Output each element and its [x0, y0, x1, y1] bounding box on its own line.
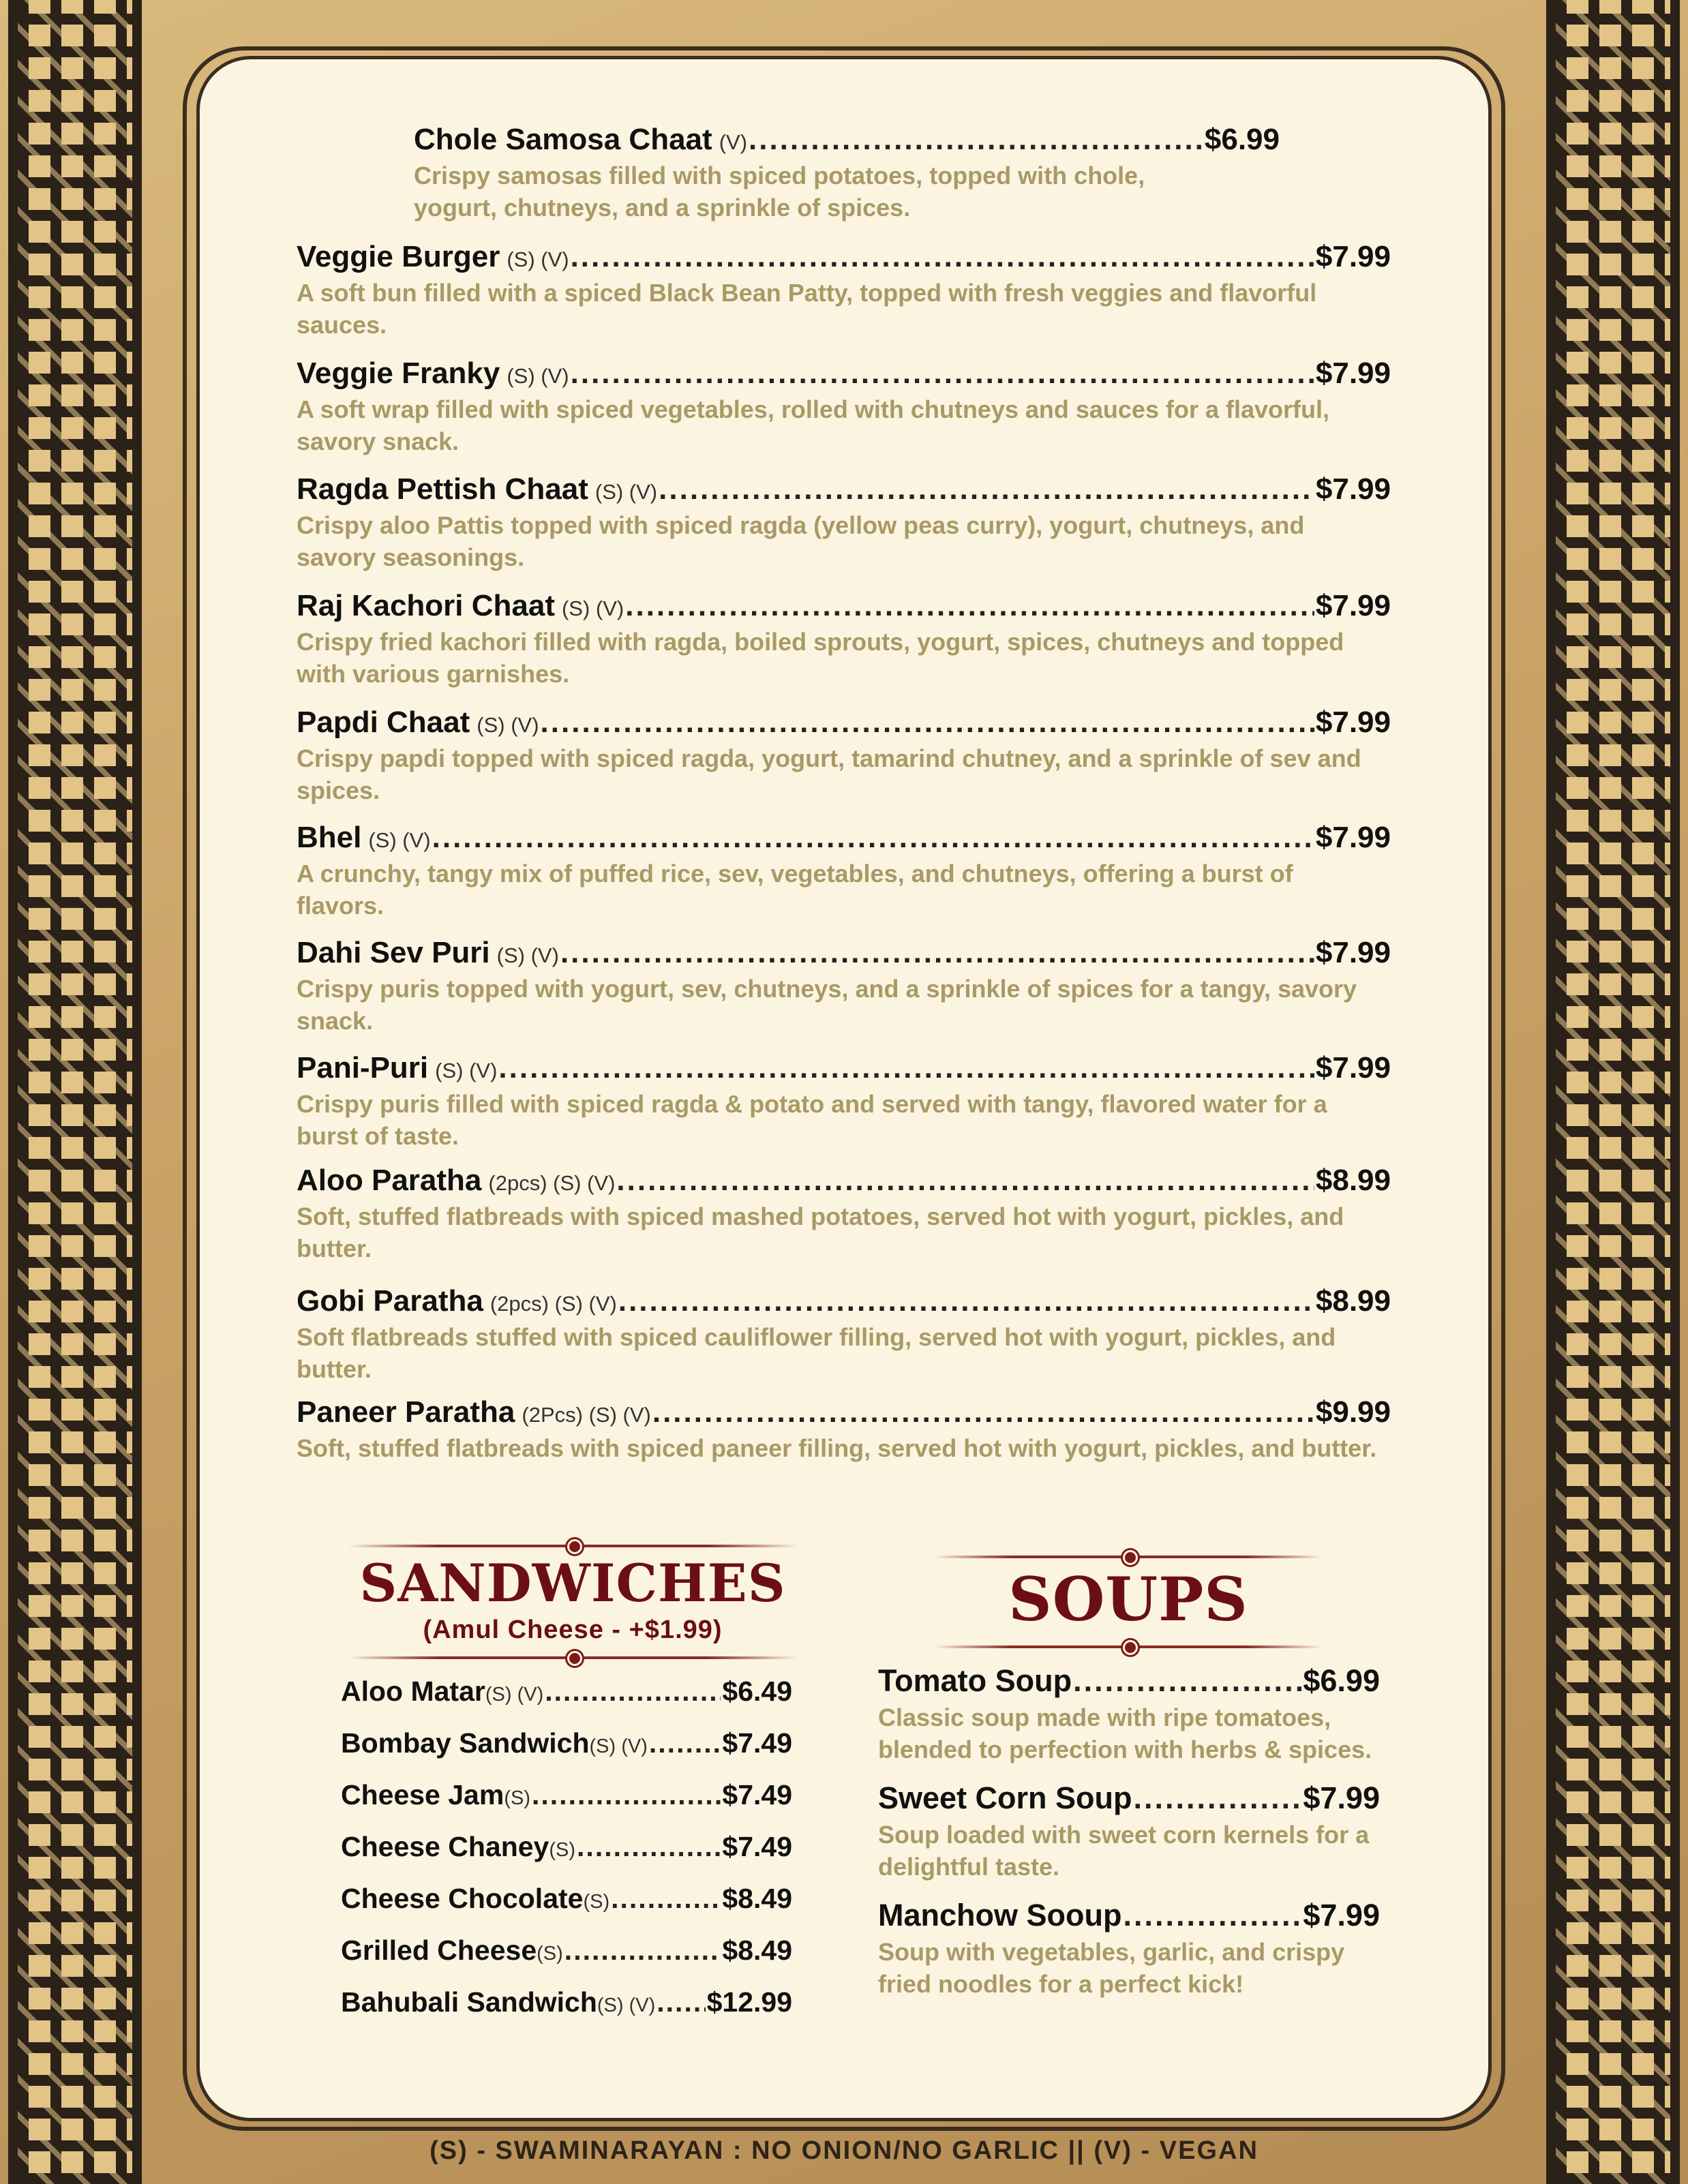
flourish-ornament — [1123, 1550, 1138, 1565]
item-name: Bhel — [297, 821, 362, 854]
dot-leader — [659, 472, 1314, 506]
item-tags: (S) (V) — [477, 713, 539, 737]
item-tags: (2pcs) (S) (V) — [488, 1171, 616, 1195]
menu-item — [297, 1395, 1391, 1464]
dot-leader — [1134, 1780, 1302, 1816]
item-tags: (S) (V) — [368, 828, 431, 852]
item-price: $7.49 — [722, 1831, 792, 1862]
dot-leader — [657, 1986, 705, 2018]
item-name: Papdi Chaat — [297, 706, 470, 739]
item-description: Crispy fried kachori filled with ragda, boiled sprouts, yogurt, spices, chutneys and topped with various garnishes. — [297, 628, 1344, 688]
item-description: Crispy papdi topped with spiced ragda, yogurt, tamarind chutney, and a sprinkle of sev and spices. — [297, 744, 1361, 804]
item-description: Soft flatbreads stuffed with spiced cauliflower filling, served hot with yogurt, pickles, and butter. — [297, 1323, 1336, 1383]
item-tags: (S) (V) — [485, 1684, 544, 1705]
dot-leader — [560, 936, 1314, 970]
item-description: Soup with vegetables, garlic, and crispy fried noodles for a perfect kick! — [878, 1938, 1345, 1998]
dot-leader — [532, 1779, 721, 1811]
dot-leader — [545, 1675, 721, 1708]
soup-item — [878, 1780, 1396, 1883]
item-name: Cheese Jam — [341, 1779, 504, 1810]
menu-item — [297, 1051, 1391, 1152]
item-description: Crispy puris filled with spiced ragda & potato and served with tangy, flavored water for a burst of taste. — [297, 1090, 1327, 1150]
legend-footer: (S) - SWAMINARAYAN : NO ONION/NO GARLIC || (V) - VEGAN — [429, 2136, 1259, 2165]
dot-leader — [652, 1395, 1314, 1429]
item-price: $6.99 — [1303, 1663, 1380, 1698]
menu-item — [297, 357, 1391, 457]
item-tags: (S) (V) — [597, 1995, 656, 2016]
sandwich-item — [341, 1727, 792, 1759]
soup-item — [878, 1898, 1396, 2000]
item-tags: (S) — [549, 1839, 576, 1861]
item-price: $8.99 — [1315, 1164, 1391, 1197]
menu-item — [297, 589, 1391, 690]
item-price: $7.49 — [722, 1727, 792, 1759]
sandwich-item — [341, 1883, 792, 1915]
item-name: Veggie Franky — [297, 357, 500, 390]
item-price: $7.99 — [1315, 472, 1391, 506]
item-name: Cheese Chocolate — [341, 1883, 584, 1914]
item-price: $7.99 — [1315, 589, 1391, 622]
item-name: Cheese Chaney — [341, 1831, 549, 1862]
menu-item — [297, 821, 1391, 922]
item-description: Crispy aloo Pattis topped with spiced ragda (yellow peas curry), yogurt, chutneys, and savory seasonings. — [297, 511, 1305, 571]
item-price: $6.99 — [1204, 123, 1280, 156]
flourish-ornament — [567, 1539, 582, 1554]
item-price: $7.99 — [1303, 1898, 1380, 1932]
dot-leader — [571, 357, 1314, 391]
sandwiches-heading: SANDWICHES — [359, 1553, 786, 1613]
item-name: Sweet Corn Soup — [878, 1780, 1132, 1815]
flourish-ornament — [567, 1651, 582, 1666]
dot-leader — [577, 1831, 721, 1863]
item-tags: (V) — [719, 130, 748, 154]
dot-leader — [1073, 1663, 1301, 1699]
item-description: Crispy samosas filled with spiced potatoes, topped with chole, yogurt, chutneys, and a sprinkle of spices. — [414, 162, 1145, 222]
item-tags: (2Pcs) (S) (V) — [522, 1403, 651, 1427]
sandwich-item — [341, 1675, 792, 1708]
item-description: Soup loaded with sweet corn kernels for a delightful taste. — [878, 1821, 1370, 1881]
item-description: A crunchy, tangy mix of puffed rice, sev, vegetables, and chutneys, offering a burst of flavors. — [297, 860, 1293, 920]
item-name: Bahubali Sandwich — [341, 1986, 597, 2018]
item-tags: (S) — [537, 1943, 563, 1965]
menu-item — [297, 240, 1391, 341]
sandwiches-subtitle: (Amul Cheese - +$1.99) — [423, 1616, 723, 1644]
item-price: $7.99 — [1315, 706, 1391, 739]
flourish-ornament — [1123, 1640, 1138, 1655]
item-name: Aloo Paratha — [297, 1164, 482, 1197]
item-price: $9.99 — [1315, 1395, 1391, 1429]
item-price: $7.99 — [1315, 357, 1391, 390]
item-description: A soft bun filled with a spiced Black Bean Patty, topped with fresh veggies and flavorful sauces. — [297, 279, 1317, 339]
dot-leader — [541, 706, 1314, 740]
item-description: Soft, stuffed flatbreads with spiced mashed potatoes, served hot with yogurt, pickles, and butter. — [297, 1202, 1344, 1262]
item-tags: (S) (V) — [507, 247, 569, 271]
greek-key-border-left — [8, 0, 142, 2184]
item-tags: (2pcs) (S) (V) — [489, 1292, 617, 1316]
menu-item — [297, 1164, 1391, 1264]
item-tags: (S) (V) — [496, 943, 559, 967]
item-name: Raj Kachori Chaat — [297, 589, 555, 622]
item-price: $7.99 — [1315, 1051, 1391, 1085]
item-price: $7.49 — [722, 1779, 792, 1810]
item-name: Dahi Sev Puri — [297, 936, 490, 969]
item-price: $12.99 — [706, 1986, 792, 2018]
item-price: $7.99 — [1315, 821, 1391, 854]
dot-leader — [611, 1883, 721, 1915]
soup-item — [878, 1663, 1396, 1765]
item-name: Paneer Paratha — [297, 1395, 515, 1429]
item-name: Grilled Cheese — [341, 1935, 537, 1966]
dot-leader — [564, 1935, 721, 1967]
item-name: Gobi Paratha — [297, 1284, 483, 1318]
item-description: Classic soup made with ripe tomatoes, blended to perfection with herbs & spices. — [878, 1703, 1372, 1763]
item-name: Chole Samosa Chaat — [414, 123, 712, 156]
item-name: Aloo Matar — [341, 1675, 485, 1707]
menu-item — [414, 123, 1280, 224]
sandwich-item — [341, 1935, 792, 1967]
item-price: $8.49 — [722, 1883, 792, 1914]
item-tags: (S) — [504, 1787, 530, 1809]
item-name: Ragda Pettish Chaat — [297, 472, 588, 506]
menu-item — [297, 936, 1391, 1037]
item-description: A soft wrap filled with spiced vegetables, rolled with chutneys and sauces for a flavorful, savory snack. — [297, 395, 1330, 455]
sandwich-item — [341, 1779, 792, 1811]
item-tags: (S) (V) — [435, 1059, 498, 1082]
sandwich-item — [341, 1986, 792, 2018]
menu-item — [297, 1284, 1391, 1385]
item-price: $7.99 — [1315, 936, 1391, 969]
item-name: Pani-Puri — [297, 1051, 429, 1085]
item-tags: (S) (V) — [589, 1735, 648, 1757]
item-name: Tomato Soup — [878, 1663, 1072, 1698]
item-price: $7.99 — [1303, 1780, 1380, 1815]
item-price: $8.99 — [1315, 1284, 1391, 1318]
soups-heading: SOUPS — [1008, 1564, 1248, 1635]
dot-leader — [625, 589, 1314, 623]
dot-leader — [432, 821, 1314, 855]
greek-key-border-right — [1546, 0, 1680, 2184]
item-price: $7.99 — [1315, 240, 1391, 273]
dot-leader — [571, 240, 1314, 274]
item-tags: (S) — [583, 1891, 610, 1913]
dot-leader — [1123, 1898, 1301, 1933]
item-tags: (S) (V) — [561, 596, 624, 620]
item-description: Crispy puris topped with yogurt, sev, chutneys, and a sprinkle of spices for a tangy, savory snack. — [297, 975, 1357, 1035]
item-price: $8.49 — [722, 1935, 792, 1966]
item-tags: (S) (V) — [507, 364, 569, 388]
menu-item — [297, 472, 1391, 573]
item-price: $6.49 — [722, 1675, 792, 1707]
dot-leader — [749, 123, 1203, 157]
sandwich-item — [341, 1831, 792, 1863]
item-name: Bombay Sandwich — [341, 1727, 590, 1759]
dot-leader — [649, 1727, 721, 1759]
menu-item — [297, 706, 1391, 806]
dot-leader — [498, 1051, 1314, 1085]
dot-leader — [616, 1164, 1314, 1198]
item-description: Soft, stuffed flatbreads with spiced paneer filling, served hot with yogurt, pickles, and butter. — [297, 1434, 1377, 1462]
dot-leader — [618, 1284, 1314, 1318]
item-name: Veggie Burger — [297, 240, 500, 273]
item-tags: (S) (V) — [594, 480, 658, 504]
item-name: Manchow Sooup — [878, 1898, 1122, 1932]
